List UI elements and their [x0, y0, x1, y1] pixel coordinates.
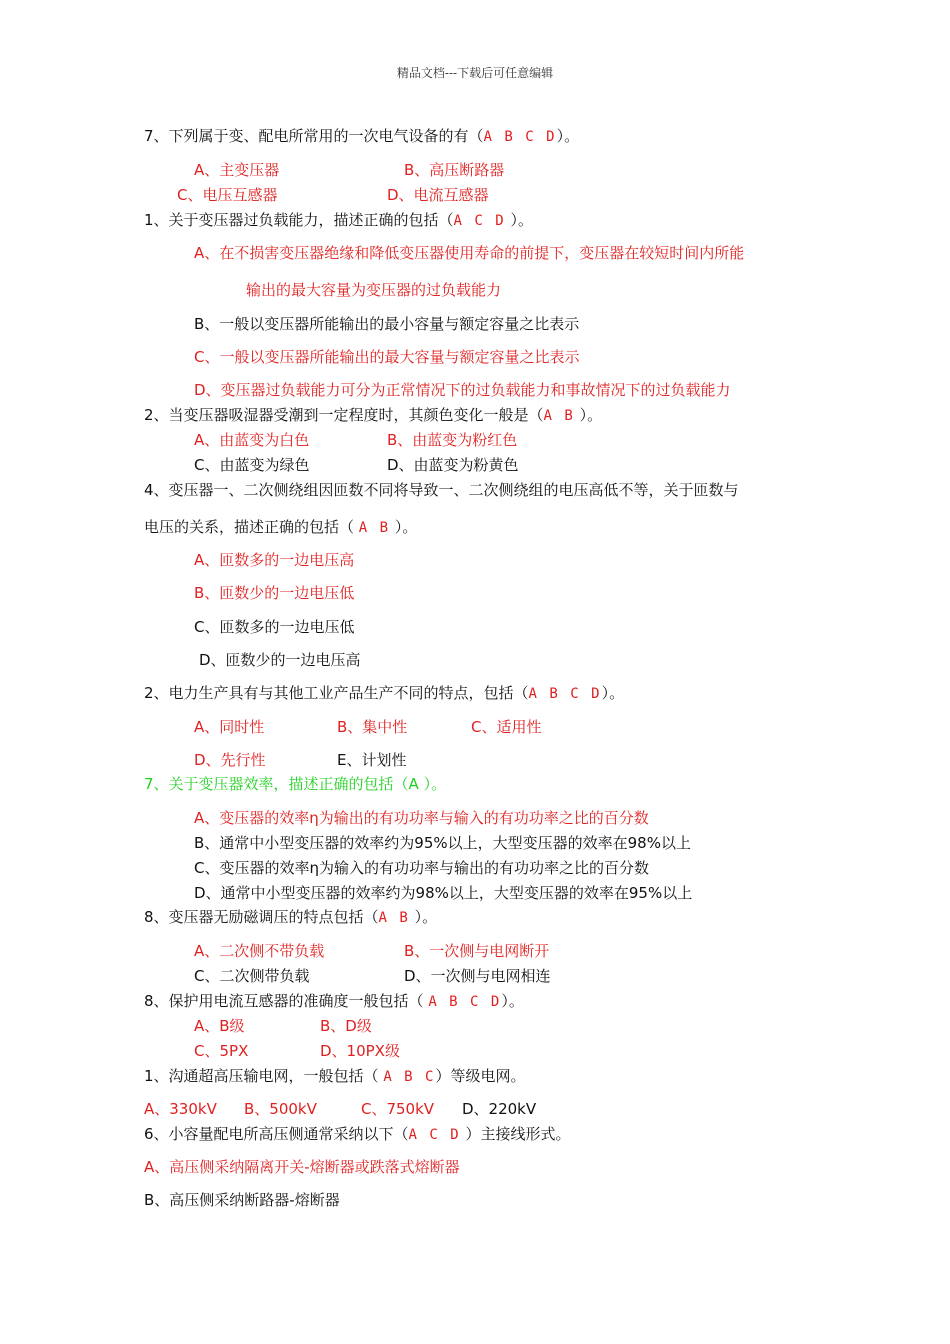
option-d: D、一次侧与电网相连	[404, 967, 551, 985]
question-prefix: 6、小容量配电所高压侧通常采纳以下（	[144, 1125, 409, 1143]
answer-key: A B	[378, 910, 410, 926]
option-d: D、10PX级	[320, 1042, 400, 1060]
option-b: B、匝数少的一边电压低	[194, 584, 355, 602]
option-b: B、高压断路器	[404, 161, 505, 179]
answer-key: A B C	[383, 1069, 436, 1085]
question-prefix: 2、电力生产具有与其他工业产品生产不同的特点，包括（	[144, 684, 529, 702]
answer-key: A B C D	[483, 129, 557, 145]
question-suffix: ）。	[574, 406, 603, 424]
option-a: A、匝数多的一边电压高	[194, 551, 355, 569]
question-suffix: ）。	[556, 127, 580, 145]
option-c: C、750kV	[361, 1100, 435, 1118]
answer-key: A B C D	[428, 994, 502, 1010]
option-c: C、由蓝变为绿色	[194, 456, 310, 474]
question-prefix: 8、变压器无励磁调压的特点包括（	[144, 908, 379, 926]
option-b: B、集中性	[337, 718, 408, 736]
question-text	[144, 405, 602, 425]
option-b: B、由蓝变为粉红色	[387, 431, 518, 449]
option-b: B、一般以变压器所能输出的最小容量与额定容量之比表示	[194, 315, 580, 333]
answer-key: A B C D	[528, 686, 602, 702]
answer-key: A B	[543, 408, 575, 424]
answer-key: A B	[358, 520, 391, 536]
question-text	[144, 991, 524, 1011]
option-a: A、高压侧采纳隔离开关-熔断器或跌落式熔断器	[144, 1158, 460, 1176]
option-c: C、二次侧带负载	[194, 967, 310, 985]
question-suffix: ）等级电网。	[435, 1067, 526, 1085]
option-d: D、电流互感器	[387, 186, 489, 204]
option-a: A、在不损害变压器绝缘和降低变压器使用寿命的前提下，变压器在较短时间内所能	[194, 244, 745, 262]
option-a: A、同时性	[194, 718, 265, 736]
option-c: C、变压器的效率η为输入的有功功率与输出的有功功率之比的百分数	[194, 859, 649, 877]
question-suffix: ）。	[501, 992, 524, 1010]
option-c: C、一般以变压器所能输出的最大容量与额定容量之比表示	[194, 348, 580, 366]
option-e: E、计划性	[337, 751, 407, 769]
question-prefix: 7、下列属于变、配电所常用的一次电气设备的有（	[144, 127, 484, 145]
question-text	[144, 683, 624, 703]
option-a: A、二次侧不带负载	[194, 942, 325, 960]
option-d: D、先行性	[194, 751, 266, 769]
option-a-continued: 输出的最大容量为变压器的过负载能力	[246, 281, 502, 299]
question-text-line1: 4、变压器一、二次侧绕组因匝数不同将导致一、二次侧绕组的电压高低不等，关于匝数与	[144, 481, 739, 499]
question-text	[144, 126, 579, 146]
option-a: A、B级	[194, 1017, 245, 1035]
question-suffix: ）。	[390, 518, 418, 536]
option-b: B、高压侧采纳断路器-熔断器	[144, 1191, 340, 1209]
option-a: A、变压器的效率η为输出的有功功率与输入的有功功率之比的百分数	[194, 809, 649, 827]
question-text: 7、关于变压器效率，描述正确的包括（A ）。	[144, 775, 447, 793]
question-prefix: 2、当变压器吸湿器受潮到一定程度时，其颜色变化一般是（	[144, 406, 544, 424]
option-c: C、5PX	[194, 1042, 249, 1060]
question-text	[144, 1066, 526, 1086]
question-suffix: ）。	[409, 908, 438, 926]
question-text	[144, 517, 417, 537]
option-c: C、电压互感器	[177, 186, 278, 204]
question-text	[144, 907, 437, 927]
option-d: D、由蓝变为粉黄色	[387, 456, 519, 474]
option-d: D、220kV	[462, 1100, 537, 1118]
question-prefix: 1、沟通超高压输电网，一般包括（	[144, 1067, 384, 1085]
option-d: D、通常中小型变压器的效率约为98%以上，大型变压器的效率在95%以上	[194, 884, 693, 902]
answer-key: A C D	[453, 213, 506, 229]
question-text	[144, 210, 533, 230]
question-suffix: ）。	[505, 211, 533, 229]
option-a: A、主变压器	[194, 161, 280, 179]
option-b: B、通常中小型变压器的效率约为95%以上，大型变压器的效率在98%以上	[194, 834, 691, 852]
option-b: B、500kV	[244, 1100, 317, 1118]
option-a: A、由蓝变为白色	[194, 431, 310, 449]
option-c: C、适用性	[471, 718, 542, 736]
option-b: B、D级	[320, 1017, 372, 1035]
option-c: C、匝数多的一边电压低	[194, 618, 355, 636]
question-suffix: ）。	[601, 684, 625, 702]
answer-key: A C D	[408, 1127, 461, 1143]
question-suffix: ）主接线形式。	[460, 1125, 571, 1143]
option-a: A、330kV	[144, 1100, 217, 1118]
question-prefix: 电压的关系，描述正确的包括（	[144, 518, 359, 536]
question-prefix: 8、保护用电流互感器的准确度一般包括（	[144, 992, 429, 1010]
question-text	[144, 1124, 570, 1144]
page-header: 精品文档---下载后可任意编辑	[396, 66, 554, 80]
option-d: D、匝数少的一边电压高	[199, 651, 361, 669]
question-prefix: 1、关于变压器过负载能力，描述正确的包括（	[144, 211, 454, 229]
option-d: D、变压器过负载能力可分为正常情况下的过负载能力和事故情况下的过负载能力	[194, 381, 731, 399]
option-b: B、一次侧与电网断开	[404, 942, 550, 960]
